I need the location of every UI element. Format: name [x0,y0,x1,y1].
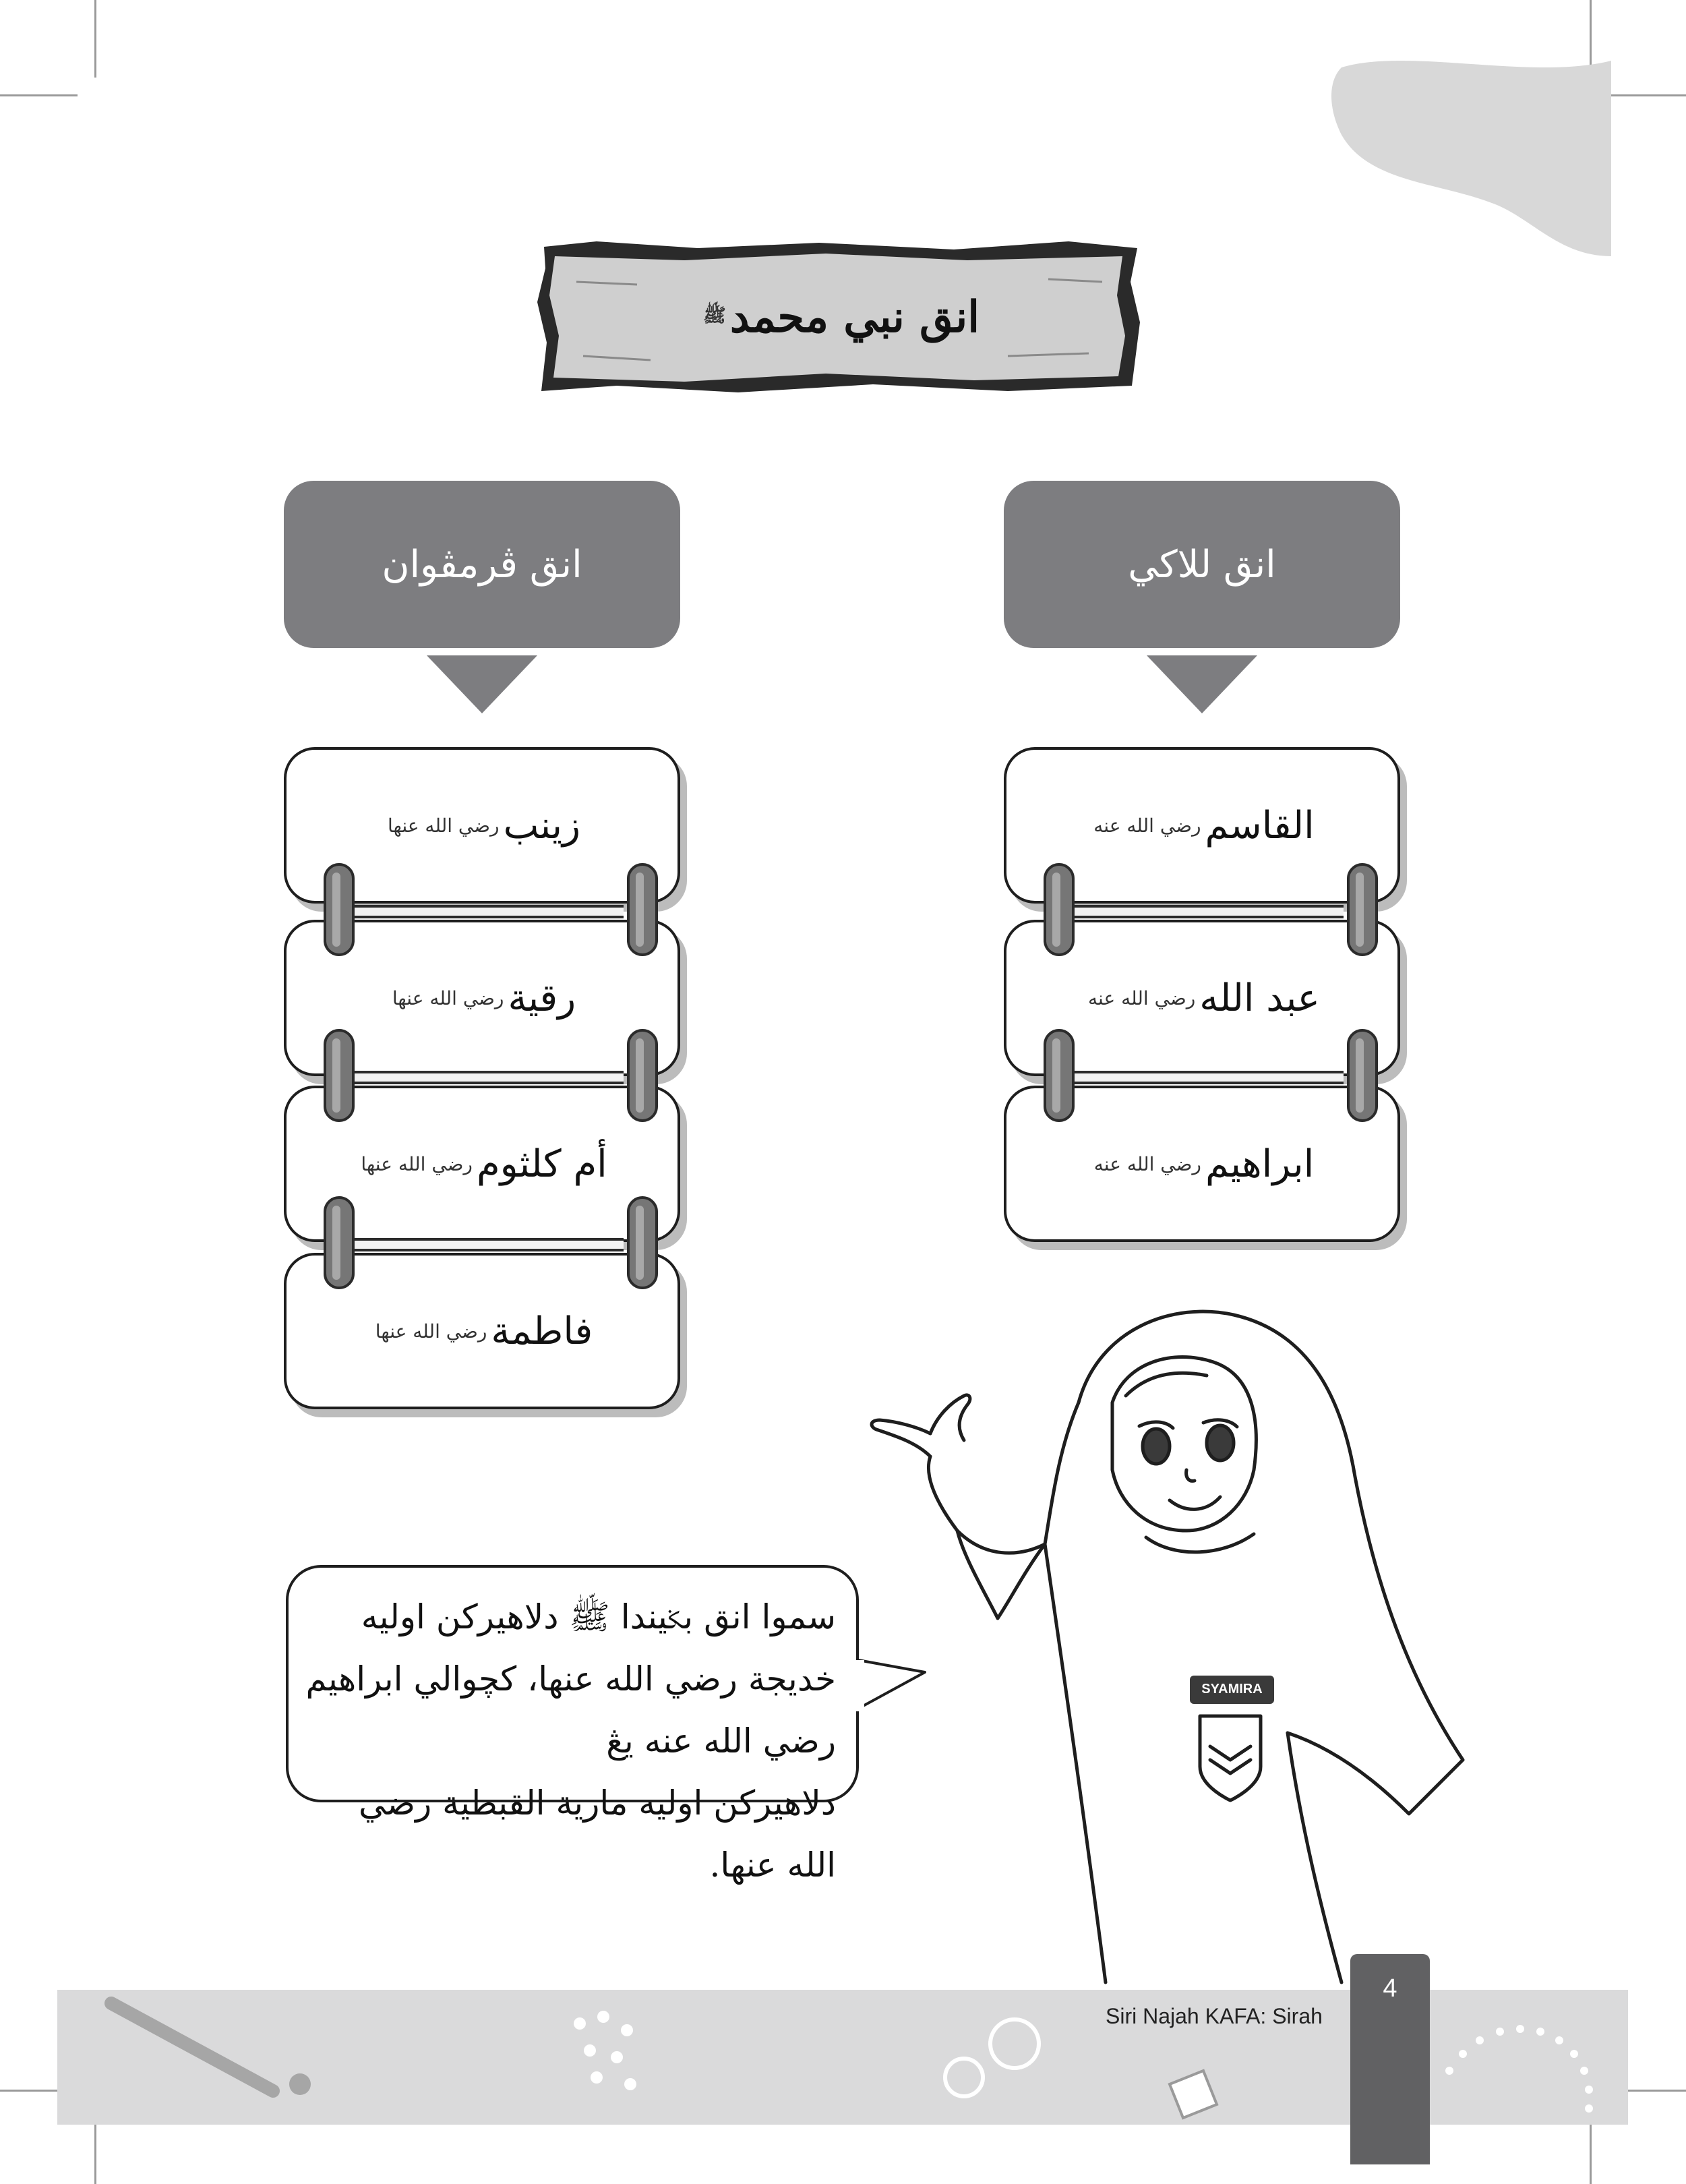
speech-text [303,1586,836,1896]
son-honorific: رضي الله عنه [1088,986,1196,1009]
crop-mark [0,94,78,96]
binder-bar [1060,905,1344,918]
binder-bar [340,905,624,918]
girl-illustration [856,1301,1490,1989]
sons-header [1004,481,1400,648]
daughter-honorific: رضي الله عنها [387,814,500,837]
daughter-name: فاطمة [491,1309,593,1353]
binder-bar [340,1238,624,1251]
speech-line: سموا انق بݢيندا ﷺ دلاهيركن اوليه [361,1597,836,1636]
son-name: ابراهيم [1205,1142,1315,1186]
binder-ring [1347,863,1378,956]
decorative-blob [1328,54,1631,256]
binder-ring [1044,863,1075,956]
binder-ring [627,863,658,956]
speech-line: دلاهيركن اوليه مارية القبطية رضي الله عنها. [358,1783,836,1885]
daughter-name: زينب [503,803,581,848]
crop-mark [94,0,96,78]
page-number: 4 [1383,1974,1397,2003]
sons-arrow [1147,655,1257,713]
binder-ring [324,1029,355,1122]
son-honorific: رضي الله عنه [1093,1152,1201,1175]
binder-ring [324,863,355,956]
daughter-name: رقية [508,976,576,1020]
title-text: انق نبي محمد [729,292,980,343]
speech-line: خديجة رضي الله عنها، كچوالي ابراهيم رضي الله عنه يڠ [305,1659,836,1761]
binder-ring [627,1196,658,1289]
binder-ring [324,1196,355,1289]
son-name: القاسم [1205,803,1315,848]
daughter-honorific: رضي الله عنها [375,1320,487,1342]
binder-ring [1044,1029,1075,1122]
daughters-header-label: انق ڤرمڤوان [382,542,582,587]
title-honorific: ﷺ [703,303,726,326]
speech-bubble-tail-mask [851,1657,864,1714]
sons-header-label: انق للاكي [1128,542,1276,587]
daughter-honorific: رضي الله عنها [392,986,504,1009]
page-title [536,241,1143,393]
daughters-arrow [427,655,537,713]
binder-ring [627,1029,658,1122]
binder-bar [340,1071,624,1084]
daughters-header [284,481,680,648]
binder-ring [1347,1029,1378,1122]
name-tag-label: SYAMIRA [1201,1682,1263,1696]
daughter-name: أم كلثوم [476,1142,607,1186]
son-name: عبد الله [1199,976,1320,1020]
series-label: Siri Najah KAFA: Sirah [1106,2004,1323,2028]
binder-bar [1060,1071,1344,1084]
son-honorific: رضي الله عنه [1093,814,1201,837]
daughter-honorific: رضي الله عنها [361,1152,473,1175]
